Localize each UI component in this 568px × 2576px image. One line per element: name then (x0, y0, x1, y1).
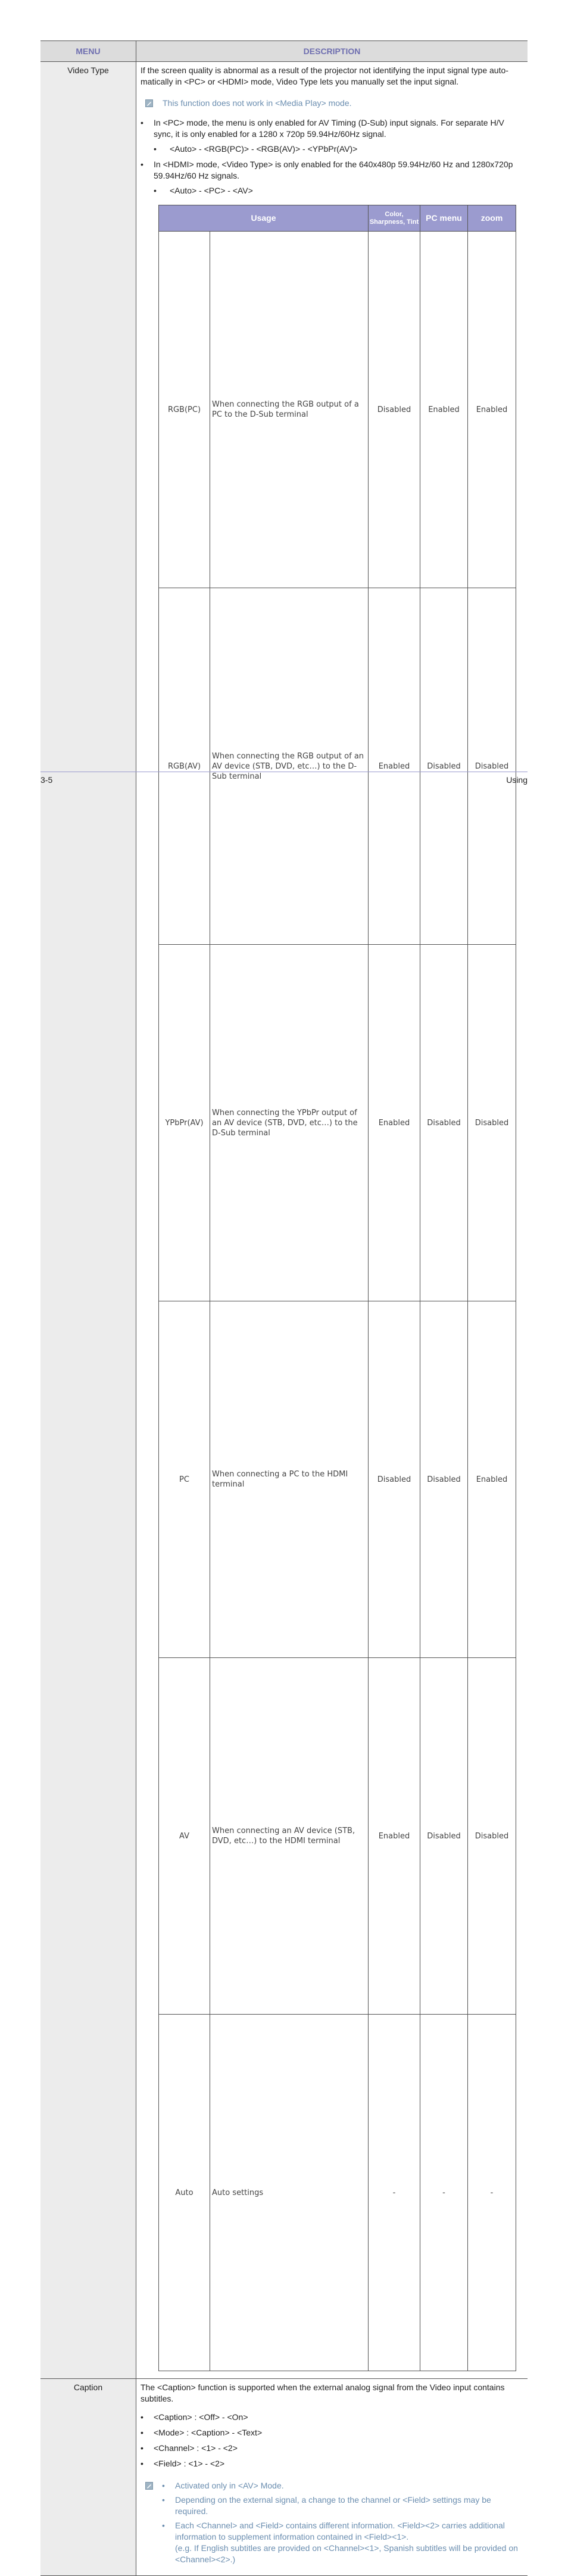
caption-note-list (162, 2480, 523, 2568)
pc-menu-cell: Enabled (420, 232, 468, 588)
pc-menu-header: PC menu (420, 205, 468, 232)
bullet-text: In <PC> mode, the menu is only enabled for AV Timing (D-Sub) input signals. For separate H/V sync, it is only enabled for a 1280 x 720p 59.94Hz/60Hz signal. (154, 118, 504, 139)
table-row (159, 945, 516, 1301)
pc-menu-cell: Disabled (420, 945, 468, 1301)
pc-menu-cell: Disabled (420, 1301, 468, 1658)
usage-cell: When connecting the YPbPr output of an AV device (STB, DVD, etc…) to the D-Sub terminal (210, 945, 369, 1301)
type-cell: RGB(AV) (159, 588, 210, 945)
color-cell: Enabled (369, 588, 420, 945)
zoom-cell: Disabled (468, 945, 516, 1301)
pc-menu-cell: Disabled (420, 588, 468, 945)
zoom-cell: Enabled (468, 1301, 516, 1658)
video-type-note (145, 98, 523, 109)
note-icon (145, 99, 153, 107)
color-cell: - (369, 2015, 420, 2371)
usage-cell: When connecting a PC to the HDMI terminal (210, 1301, 369, 1658)
list-item: • <Mode> : <Caption> - <Text> (141, 2427, 523, 2438)
table-row (159, 1301, 516, 1658)
color-cell: Enabled (369, 945, 420, 1301)
usage-cell: Auto settings (210, 2015, 369, 2371)
usage-cell: When connecting the RGB output of an AV device (STB, DVD, etc…) to the D-Sub terminal (210, 588, 369, 945)
color-cell: Enabled (369, 1658, 420, 2015)
caption-bullets (141, 2412, 523, 2469)
type-cell: RGB(PC) (159, 232, 210, 588)
video-type-menu: Video Type (40, 62, 136, 2379)
menu-description-table (40, 40, 528, 2576)
caption-note (145, 2480, 523, 2568)
color-cell: Disabled (369, 232, 420, 588)
video-type-usage-table (158, 205, 516, 2371)
color-cell: Disabled (369, 1301, 420, 1658)
video-type-row (40, 62, 528, 2379)
usage-cell: When connecting the RGB output of a PC to the D-Sub terminal (210, 232, 369, 588)
note-item: • Activated only in <AV> Mode. (162, 2480, 523, 2491)
sub-list-item: • <Auto> - <RGB(PC)> - <RGB(AV)> - <YPbPr(AV)> (154, 143, 523, 155)
description-header: DESCRIPTION (136, 41, 528, 62)
table-row (159, 2015, 516, 2371)
table-row (159, 588, 516, 945)
bullet-text: In <HDMI> mode, <Video Type> is only enabled for the 640x480p 59.94Hz/60 Hz and 1280x720p 59.94Hz/60 Hz signals. (154, 160, 513, 180)
zoom-cell: Disabled (468, 588, 516, 945)
caption-row (40, 2379, 528, 2576)
pc-menu-cell: Disabled (420, 1658, 468, 2015)
video-type-description (136, 62, 528, 2379)
video-type-note-text: This function does not work in <Media Play> mode. (163, 98, 352, 108)
table-row (159, 232, 516, 588)
note-item: • Depending on the external signal, a change to the channel or <Field> settings may be required. (162, 2494, 523, 2517)
caption-menu: Caption (40, 2379, 136, 2576)
type-cell: Auto (159, 2015, 210, 2371)
menu-header: MENU (40, 41, 136, 62)
type-cell: AV (159, 1658, 210, 2015)
zoom-header: zoom (468, 205, 516, 232)
usage-header: Usage (159, 205, 369, 232)
list-item (141, 117, 523, 155)
zoom-cell: Enabled (468, 232, 516, 588)
zoom-cell: - (468, 2015, 516, 2371)
note-icon (145, 2482, 153, 2490)
video-type-intro: If the screen quality is abnormal as a result of the projector not identifying the input signal type auto-matically in <PC> or <HDMI> mode, Video Type lets you manually set the input signal. (141, 65, 508, 86)
page-number: 3-5 (40, 775, 53, 785)
type-cell: YPbPr(AV) (159, 945, 210, 1301)
usage-cell: When connecting an AV device (STB, DVD, etc…) to the HDMI terminal (210, 1658, 369, 2015)
list-item: • <Field> : <1> - <2> (141, 2458, 523, 2469)
note-example: (e.g. If English subtitles are provided on <Channel><1>, Spanish subtitles will be provided on <Channel><2>.) (175, 2543, 518, 2564)
video-type-bullets (141, 117, 523, 196)
note-text: Each <Channel> and <Field> contains different information. <Field><2> carries additional information to supplement information contained in <Field><1>. (175, 2521, 505, 2541)
list-item: • <Channel> : <1> - <2> (141, 2443, 523, 2454)
page-footer (40, 772, 528, 785)
table-row (159, 1658, 516, 2015)
caption-description (136, 2379, 528, 2576)
note-item (162, 2520, 523, 2565)
sub-list-item: • <Auto> - <PC> - <AV> (154, 185, 523, 196)
pc-menu-cell: - (420, 2015, 468, 2371)
caption-intro: The <Caption> function is supported when the external analog signal from the Video input contains subtitles. (141, 2383, 505, 2403)
color-sharpness-tint-header: Color, Sharpness, Tint (369, 205, 420, 232)
list-item: • <Caption> : <Off> - <On> (141, 2412, 523, 2423)
section-name: Using (506, 775, 528, 785)
zoom-cell: Disabled (468, 1658, 516, 2015)
list-item (141, 159, 523, 196)
type-cell: PC (159, 1301, 210, 1658)
